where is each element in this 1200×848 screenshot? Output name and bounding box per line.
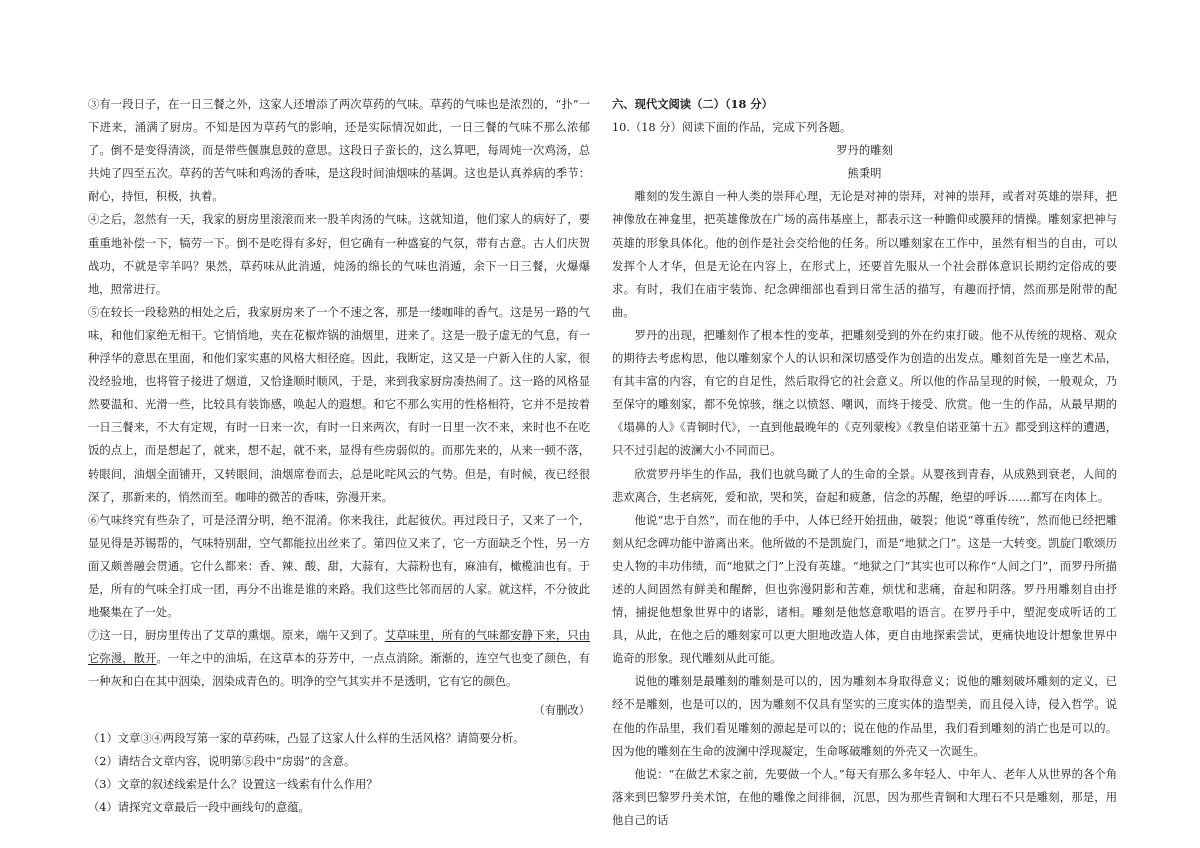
paragraph-7-end: 。一年之中的油垢，在这草本的芬芳中，一点点消除。渐渐的，连空气也变了颜色，有一种灰和白在其中洇染，洇染成青色的。明净的空气其实并不是透明，它有它的颜色。 [88,652,590,689]
underlined-sentence: 艾草味里，所有的气味都安静下来，只由它弥漫，散开 [88,629,590,666]
article-author: 熊秉明 [847,167,882,181]
article-paragraph-2: 罗丹的出现，把雕刻作了根本性的变革，把雕刻受到的外在约束打破。他不从传统的规格、观众的期待去考虑构思，他以雕刻家个人的认识和深切感受作为创造的出发点。雕刻首先是一座艺术品，有其丰富的内容，有它的自足性，然后取得它的社会意义。所以他的作品呈现的时候，一般观众，乃至保守的雕刻家，都不免惊骇，继之以愤怒、嘲讽，而终于接受、欣赏。他一生的作品，从最早期的《塌鼻的人》《青铜时代》，一直到他最晚年的《克列蒙梭》《教皇伯诺亚第十五》都受到这样的遭遇，只不过引起的波澜大小不同而已。 [612,328,1117,458]
question-3: （3）文章的叙述线索是什么？设置这一线索有什么作用？ [88,777,378,791]
question-1: （1）文章③④两段写第一家的草药味，凸显了这家人什么样的生活风格？请简要分析。 [88,731,525,745]
question-list [88,727,590,819]
article-paragraph-4: 他说“忠于自然”，而在他的手中，人体已经开始扭曲，破裂；他说“尊重传统”，然而他已经把雕刻从纪念碑功能中游离出来。他所做的不是凯旋门，而是“地狱之门”。这是一大转变。凯旋门歌颂历史人物的丰功伟绩，而“地狱之门”上没有英雄。“地狱之门”其实也可以称作“人间之门”，而罗丹所描述的人间固然有鲜美和醒醉，但也弥漫阴影和苦难，烦忧和悲痛，奋起和阴落。罗丹用雕刻自由抒情，捕捉他想象世界中的诸影，诸相。雕刻是他悠意歌唱的语言。在罗丹手中，塑泥变成听话的工具，从此，在他之后的雕刻家可以更大胆地改造人体，更自由地探索尝试，更痛快地设计想象世界中诡奇的形象。现代雕刻从此可能。 [612,513,1117,666]
paragraph-7 [88,624,590,693]
article-paragraph-6: 他说：“在做艺术家之前，先要做一个人。”每天有那么多年轻人、中年人、老年人从世界的各个角落来到巴黎罗丹美术馆，在他的雕像之间徘徊，沉思，因为那些青铜和大理石不只是雕刻，那是，用他自己的话 [612,767,1117,827]
paragraph-5: ⑤在较长一段稔熟的相处之后，我家厨房来了一个不速之客，那是一缕咖啡的香气。这是另一路的气味，和他们家绝无相干。它悄悄地，夹在花椒炸锅的油烟里，进来了。这是一股子虚无的气息，有一种浮华的意思在里面，和他们家实惠的风格大相径庭。因此，我断定，这又是一户新入住的人家，很没经验地，也将管子接进了烟道，又恰逢顺时顺风，于是，来到我家厨房凑热闹了。这一路的风格显然要温和、光滑一些，比较具有装饰感，唤起人的遐想。和它不那么实用的性格相符，它并不是按着一日三餐来，不大有定规，有时一日来一次，有时一日来两次，有时一日里一次不来，来时也不在吃饭的点上，而是想起了，就来，想不起，就不来，显得有些房弱似的。而那先来的，从来一顿不落，转眼间，油烟全面铺开，又转眼间，油烟席卷而去，总是叱咤风云的气势。但是，有时候，夜已经很深了，那新来的，悄然而至。咖啡的微苦的香味，弥漫开来。 [88,305,590,504]
left-column [88,93,590,819]
article-paragraph-3: 欣赏罗丹毕生的作品，我们也就鸟瞰了人的生命的全景。从婴孩到青春，从成熟到衰老，人间的悲欢离合，生老病死，爱和欲，哭和笑，奋起和疲惫，信念的苏醒，绝望的呼诉……都写在肉体上。 [612,467,1117,504]
paragraph-6: ⑥气味终究有些杂了，可是泾渭分明，绝不混淆。你来我往，此起彼伏。再过段日子，又来了一个，显见得是苏锡帮的，气味特别甜，空气都能拉出丝来了。第四位又来了，它一方面缺乏个性，另一方面又颇善融会贯通。它什么都来：香、辣、酸、甜，大蒜有，大蒜粉也有，麻油有，橄榄油也有。于是，所有的气味全打成一团，再分不出谁是谁的来路。我们这些比邻而居的人家。就这样，不分彼此地聚集在了一处。 [88,513,590,620]
paragraph-7-start: ⑦这一日，厨房里传出了艾草的熏烟。原来，端午又到了。 [88,629,385,643]
paragraph-3: ③有一段日子，在一日三餐之外，这家人还增添了两次草药的气味。草药的气味也是浓烈的，“扑”一下进来，涌满了厨房。不知是因为草药气的影响，还是实际情况如此，一日三餐的气味不那么浓郁了。倒不是变得清淡，而是带些偃旗息鼓的意思。这段日子蛮长的，这么算吧，每周炖一次鸡汤，总共炖了四至五次。草药的苦气味和鸡汤的香味，是这段时间油烟味的基调。这也是认真养病的季节：耐心，持恒，积极，执着。 [88,98,590,204]
question-4: （4）请探究文章最后一段中画线句的意蕴。 [88,800,310,814]
question-10-prompt: 10.（18 分）阅读下面的作品，完成下列各题。 [612,121,852,135]
right-column [612,93,1117,832]
article-title: 罗丹的雕刻 [836,144,893,158]
source-note: （有删改） [533,704,590,718]
question-2: （2）请结合文章内容，说明第⑤段中“房弱”的含意。 [88,754,356,768]
paragraph-4: ④之后，忽然有一天，我家的厨房里滚滚而来一股羊肉汤的气味。这就知道，他们家人的病好了，要重重地补偿一下，犒劳一下。倒不是吃得有多好，但它确有一种盛宴的气氛，带有古意。古人们庆贺战功，不就是宰羊吗？果然，草药味从此消遁，炖汤的绵长的气味也消遁，余下一日三餐，火爆爆地，照常进行。 [88,213,590,296]
article-paragraph-5: 说他的雕刻是最雕刻的雕刻是可以的，因为雕刻本身取得意义；说他的雕刻破坏雕刻的定义，已经不是雕刻，也是可以的，因为雕刻不仅具有坚实的三度实体的造型美，而且侵入诗，侵入哲学。说在他的作品里，我们看见雕刻的源起是可以的；说在他的作品里，我们看到雕刻的消亡也是可以的。因为他的雕刻在生命的波澜中浮现凝定，生命啄破雕刻的外壳又一次诞生。 [612,675,1117,758]
article-paragraph-1: 雕刻的发生源自一种人类的崇拜心理，无论是对神的崇拜，对神的崇拜，或者对英雄的崇拜，把神像放在神龛里，把英雄像放在广场的高伟基座上，都表示这一种瞻仰或膜拜的情操。雕刻家把神与英雄的形象具体化。他的创作是社会交给他的任务。所以雕刻家在工作中，虽然有相当的自由，可以发挥个人才华，但是无论在内容上，在形式上，还要首先服从一个社会群体意识长期约定俗成的要求。有时，我们在庙宇装饰、纪念碑细部也看到日常生活的描写，有趣而抒情，然而那是附带的配曲。 [612,190,1117,319]
section-title: 六、现代文阅读（二）（18 分） [612,97,773,111]
